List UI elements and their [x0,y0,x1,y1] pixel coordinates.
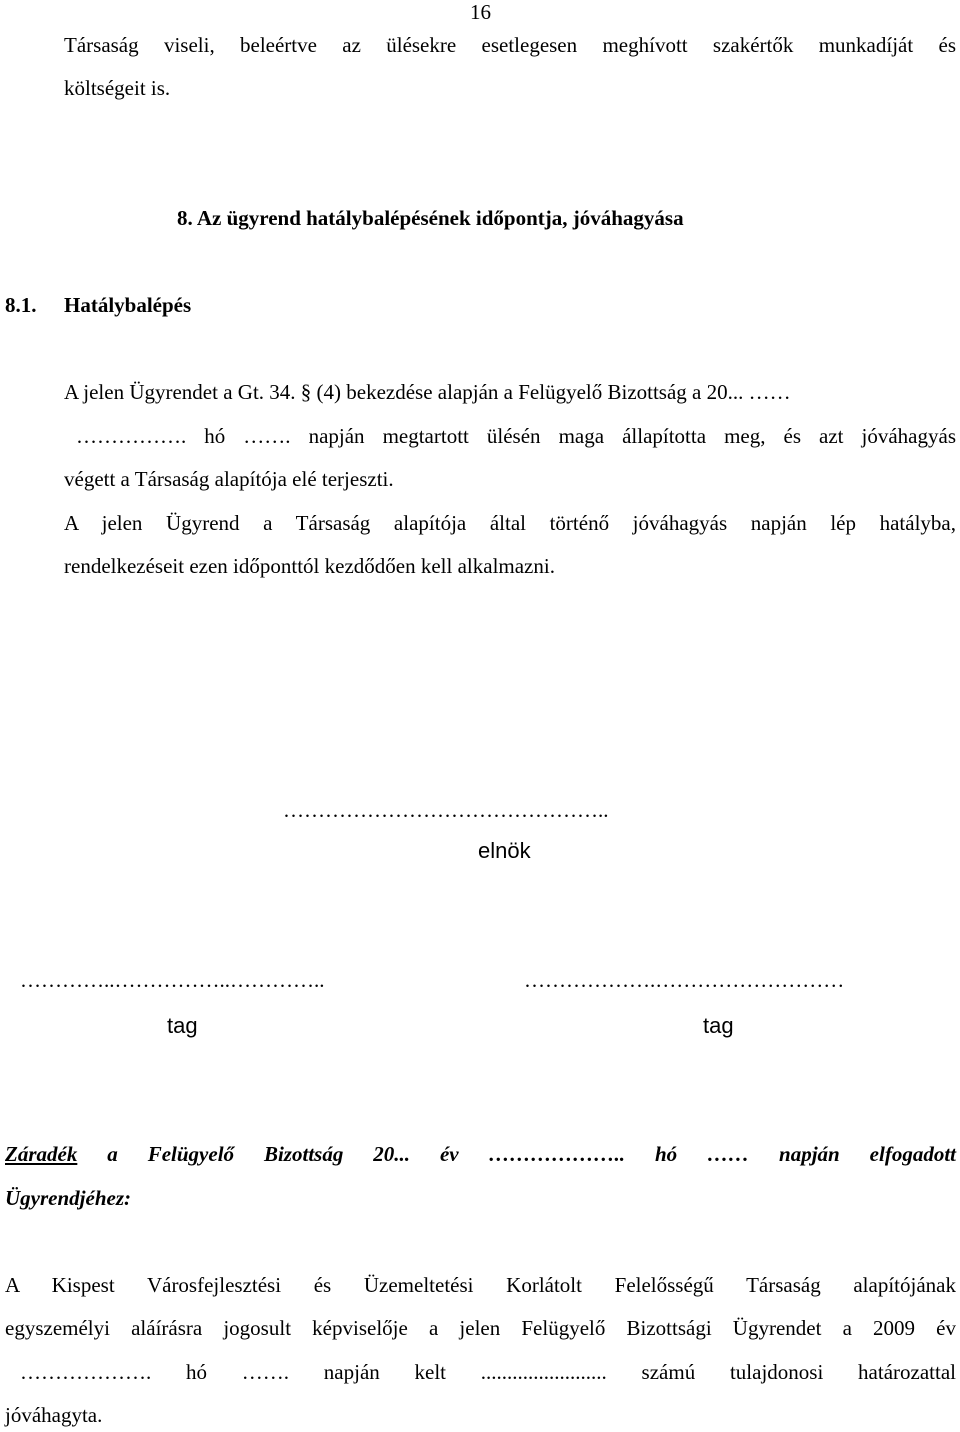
member1-label: tag [167,1013,198,1038]
section-8-1-number: 8.1. [5,293,37,317]
chair-signature-line: ……………………………………….. [283,798,609,822]
clause-text-line-3: ………………. hó ……. napján kelt ........................ számú tulajdonosi határozattal [20,1360,956,1384]
intro-line-2: költségeit is. [64,76,171,100]
para2-line-2: rendelkezéseit ezen időponttól kezdődően kell alkalmazni. [64,554,555,578]
member2-signature-line: ……………….……………………… [524,968,845,992]
para1-line-2: ……………. hó ……. napján megtartott ülésén maga állapította meg, és azt jóváhagyás [76,424,956,448]
clause-text-line-4: jóváhagyta. [5,1403,103,1427]
intro-line-1: Társaság viseli, beleértve az ülésekre esetlegesen meghívott szakértők munkadíját és [64,33,956,57]
para1-line-3: végett a Társaság alapítója elé terjeszti. [64,467,394,491]
section-8-heading: 8. Az ügyrend hatálybalépésének időpontja, jóváhagyása [177,206,684,230]
clause-title-underlined: Záradék [5,1142,78,1166]
member2-label: tag [703,1013,734,1038]
clause-text-line-1: A Kispest Városfejlesztési és Üzemeltetési Korlátolt Felelősségű Társaság alapítójának [5,1273,956,1297]
clause-title-rest: a Felügyelő Bizottság 20... év ……………….. hó …… napján elfogadott [77,1142,956,1166]
clause-text-line-2: egyszemélyi aláírásra jogosult képviselője a jelen Felügyelő Bizottsági Ügyrendet a 2009 év [5,1316,956,1340]
chair-label: elnök [478,838,531,863]
member1-signature-line: …………..……………..………….. [20,968,325,992]
para2-line-1: A jelen Ügyrend a Társaság alapítója által történő jóváhagyás napján lép hatályba, [64,511,956,535]
clause-title-line-2: Ügyrendjéhez: [5,1186,131,1210]
clause-title [5,1144,956,1165]
page-number: 16 [470,0,491,24]
para1-line-1: A jelen Ügyrendet a Gt. 34. § (4) bekezdése alapján a Felügyelő Bizottság a 20... …… [64,380,791,404]
section-8-1-title: Hatálybalépés [64,293,192,317]
